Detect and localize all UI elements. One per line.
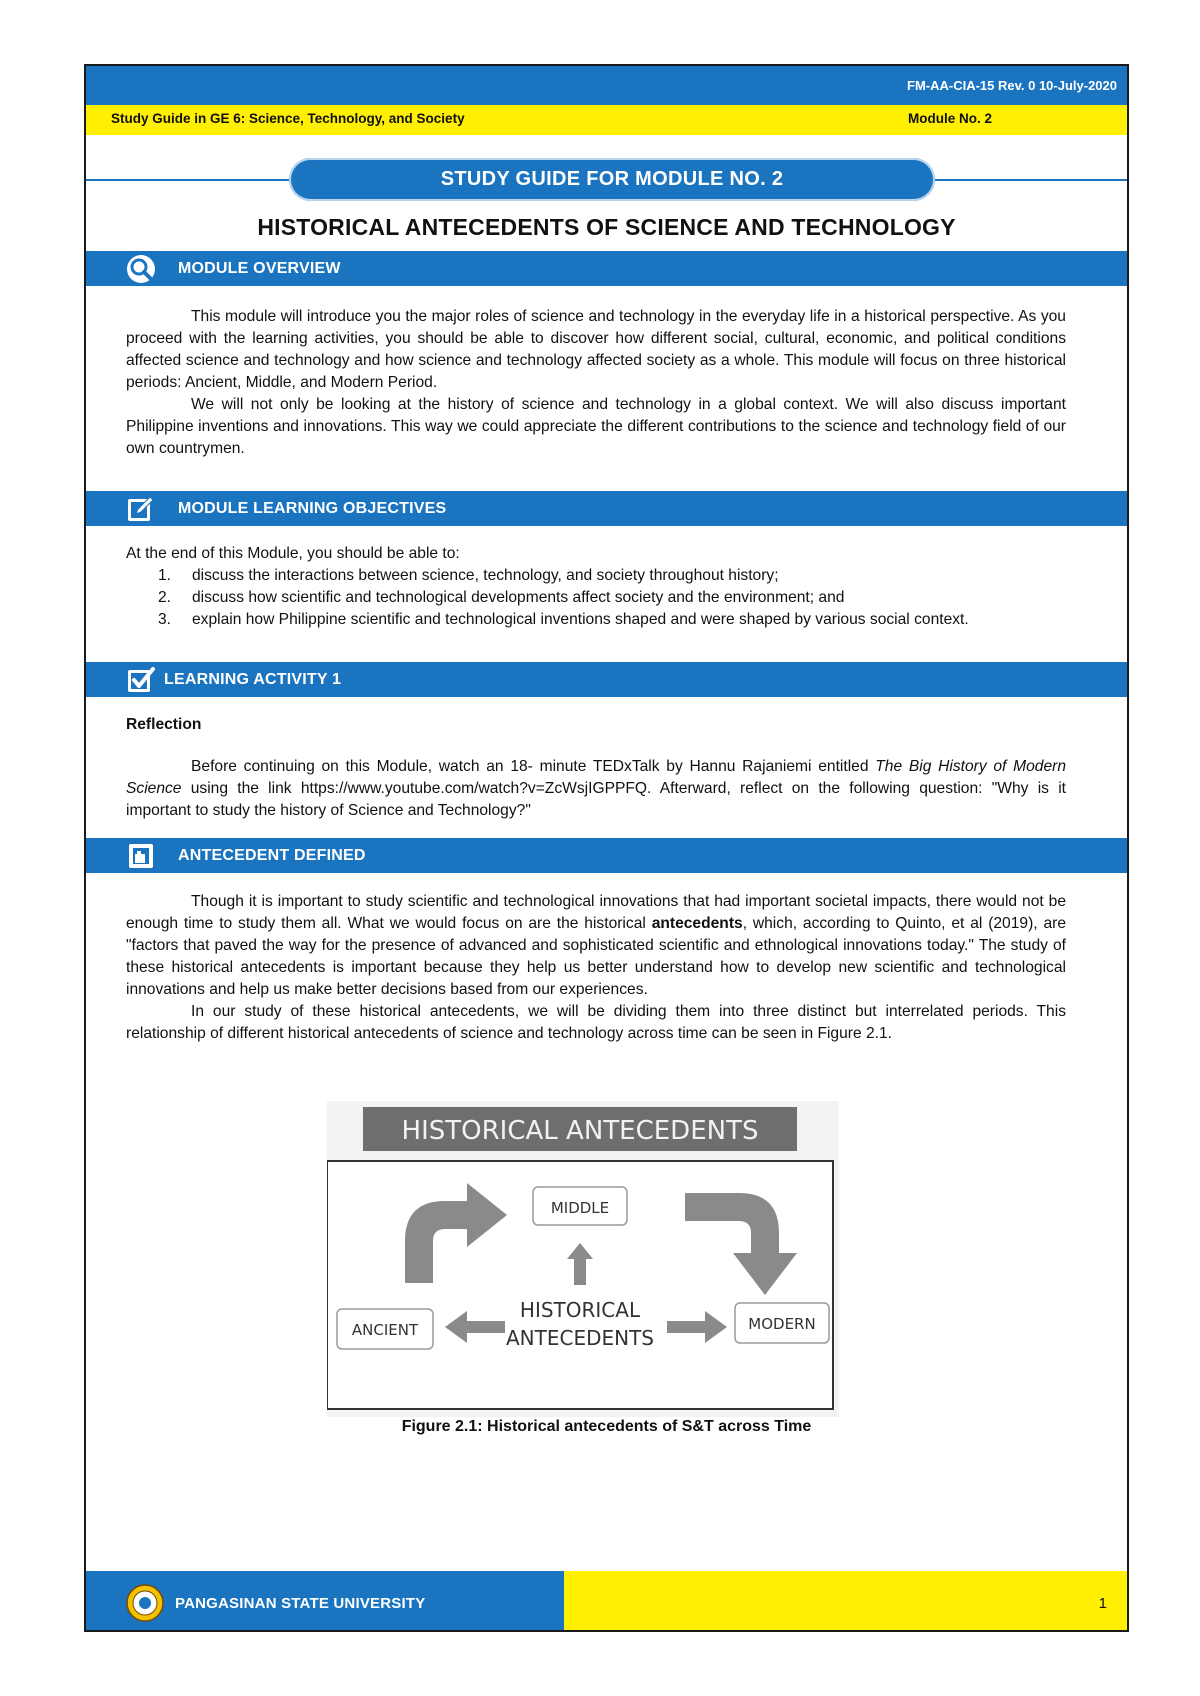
antecedent-paragraph-2: In our study of these historical antecedents, we will be dividing them into three distinct but interrelated periods. This relationship of different historical antecedents of science and technology across time can be seen in Figure 2.1. (126, 1003, 1066, 1042)
section-title-objectives: MODULE LEARNING OBJECTIVES (178, 500, 447, 517)
figure-caption: Figure 2.1: Historical antecedents of S&T across Time (401, 1418, 812, 1435)
antecedent-text-before: Though it is important to study scientific and technological innovations that had important societal impacts, there would not be enough time to study them all. What we would focus on are the historical (126, 893, 1066, 932)
objectives-list (126, 565, 1066, 631)
university-seal-icon (126, 1584, 164, 1622)
page-number: 1 (1098, 1595, 1107, 1612)
section-header-activity (86, 662, 1127, 697)
objectives-text (126, 543, 1066, 631)
historical-antecedents-figure (327, 1101, 839, 1417)
footer-yellow-bar (564, 1571, 1129, 1632)
document-icon (126, 841, 156, 871)
section-title-antecedent: ANTECEDENT DEFINED (178, 847, 366, 864)
objective-text: explain how Philippine scientific and technological inventions shaped and were shaped by various social context. (192, 611, 969, 628)
objective-item (126, 587, 1066, 609)
center-label-line1: HISTORICAL (519, 1298, 641, 1322)
magnifier-icon (126, 254, 156, 284)
pencil-edit-icon (126, 494, 156, 524)
objective-text: discuss the interactions between science, technology, and society throughout history; (192, 567, 779, 584)
section-title-activity: LEARNING ACTIVITY 1 (164, 671, 342, 688)
document-page (84, 64, 1129, 1632)
activity-text-before: Before continuing on this Module, watch an 18- minute TEDxTalk by Hannu Rajaniemi entitled (191, 758, 876, 775)
activity-text-after: using the link https://www.youtube.com/watch?v=ZcWsjIGPPFQ. Afterward, reflect on the following question: "Why is it important to study the history of Science and Technology?" (126, 780, 1066, 819)
overview-text (126, 306, 1066, 460)
modern-label: MODERN (748, 1315, 816, 1333)
activity-paragraph (126, 756, 1066, 822)
middle-label: MIDDLE (550, 1199, 610, 1217)
page-title: HISTORICAL ANTECEDENTS OF SCIENCE AND TECHNOLOGY (257, 214, 956, 240)
activity-subheading: Reflection (126, 716, 202, 733)
module-number: Module No. 2 (908, 111, 992, 126)
study-guide-banner: STUDY GUIDE FOR MODULE NO. 2 (289, 158, 935, 201)
objective-number: 2. (158, 589, 172, 606)
antecedent-text-after: , which, according to Quinto, et al (2019), are "factors that paved the way for the presence of advanced and sophisticated scientific and ethnological innovations today." The study of these historical antecedents is important because they help us better understand how to develop new scientific and technological innovations and help us make better decisions based from our experiences. (126, 915, 1066, 998)
footer-university-name: PANGASINAN STATE UNIVERSITY (175, 1595, 426, 1612)
section-header-objectives (86, 491, 1127, 526)
section-header-antecedent (86, 838, 1127, 873)
objective-item (126, 609, 1066, 631)
document-code: FM-AA-CIA-15 Rev. 0 10-July-2020 (907, 78, 1117, 93)
section-title-overview: MODULE OVERVIEW (178, 260, 341, 277)
overview-paragraph-1: This module will introduce you the major roles of science and technology in the everyday life in a historical perspective. As you proceed with the learning activities, you should be able to discover how different social, cultural, economic, and political conditions affected science and technology and how science and technology affected society as a whole. This module will focus on three historical periods: Ancient, Middle, and Modern Period. (126, 308, 1066, 391)
activity-talk-title: The Big History of Modern Science (126, 758, 1066, 797)
ancient-label: ANCIENT (351, 1321, 419, 1339)
objective-number: 3. (158, 611, 172, 628)
overview-paragraph-2: We will not only be looking at the history of science and technology in a global context. We will also discuss important Philippine inventions and innovations. This way we could appreciate the different contributions to the science and technology field of our own countrymen. (126, 396, 1066, 457)
objective-number: 1. (158, 567, 172, 584)
figure-banner-text: HISTORICAL ANTECEDENTS (401, 1116, 759, 1146)
section-header-overview (86, 251, 1127, 286)
study-guide-name: Study Guide in GE 6: Science, Technology, and Society (111, 111, 465, 126)
antecedent-paragraph-1 (126, 891, 1066, 1001)
objective-text: discuss how scientific and technological developments affect society and the environment; and (192, 589, 845, 606)
antecedent-text (126, 891, 1066, 1045)
antecedent-bold-term: antecedents (651, 915, 743, 932)
activity-text (126, 714, 1066, 822)
objectives-intro: At the end of this Module, you should be able to: (126, 545, 460, 562)
checkbox-icon (126, 665, 156, 695)
figure-diagram (327, 1101, 839, 1417)
center-label-line2: ANTECEDENTS (505, 1326, 655, 1350)
objective-item (126, 565, 1066, 587)
